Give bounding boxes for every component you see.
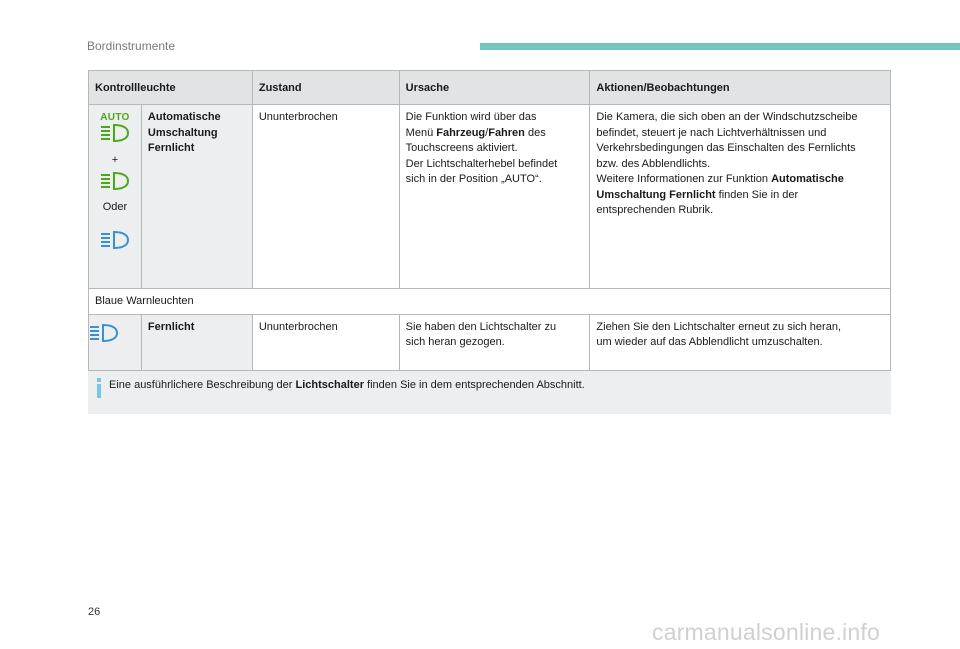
state-cell: Ununterbrochen <box>252 314 399 370</box>
header-kontrollleuchte: Kontrollleuchte <box>89 71 253 105</box>
table-row <box>89 314 891 370</box>
cause-cell: Die Funktion wird über das Menü Fahrzeug/Fahren des Touchscreens aktiviert. Der Lichtschalterhebel befindet sich in der Position „AUTO“. <box>399 105 590 289</box>
table-header-row <box>89 71 891 105</box>
cause-cell: Sie haben den Lichtschalter zu sich heran gezogen. <box>399 314 590 370</box>
auto-label: AUTO <box>100 112 130 123</box>
actions-cell: Die Kamera, die sich oben an der Windschutzscheibe befindet, steuert je nach Lichtverhältnissen und Verkehrsbedingungen das Einschalten des Fernlichts bzw. des Abblendlichts. Weitere Informationen zur Funktion Automatische Umschaltung Fernlicht finden Sie in der entsprechenden Rubrik. <box>590 105 891 289</box>
section-title: Bordinstrumente <box>87 39 176 53</box>
state-cell: Ununterbrochen <box>252 105 399 289</box>
group-row <box>89 289 891 315</box>
group-label: Blaue Warnleuchten <box>89 289 891 315</box>
watermark[interactable]: carmanualsonline.info <box>652 619 880 645</box>
header-aktionen: Aktionen/Beobachtungen <box>590 71 891 105</box>
icon-cell <box>89 105 142 289</box>
warning-light-name: Automatische Umschaltung Fernlicht <box>141 105 252 289</box>
header-zustand: Zustand <box>252 71 399 105</box>
plus-sign: + <box>111 153 119 166</box>
table-row <box>89 105 891 289</box>
info-text: Eine ausführlichere Beschreibung der Lichtschalter finden Sie in dem entsprechenden Abschnitt. <box>109 379 585 391</box>
icon-cell <box>89 314 142 370</box>
high-beam-green-icon <box>100 171 130 197</box>
high-beam-blue-icon <box>100 230 130 256</box>
warning-light-name: Fernlicht <box>141 314 252 370</box>
page-number: 26 <box>88 606 101 618</box>
header-ursache: Ursache <box>399 71 590 105</box>
section-bar <box>480 43 960 50</box>
high-beam-blue-icon <box>89 334 119 346</box>
actions-cell: Ziehen Sie den Lichtschalter erneut zu sich heran, um wieder auf das Abblendlicht umzuschalten. <box>590 314 891 370</box>
info-box <box>88 371 891 414</box>
auto-high-beam-green-icon <box>100 123 130 149</box>
info-icon <box>95 378 103 403</box>
warning-lights-table <box>88 70 891 371</box>
oder-label: Oder <box>102 201 128 213</box>
